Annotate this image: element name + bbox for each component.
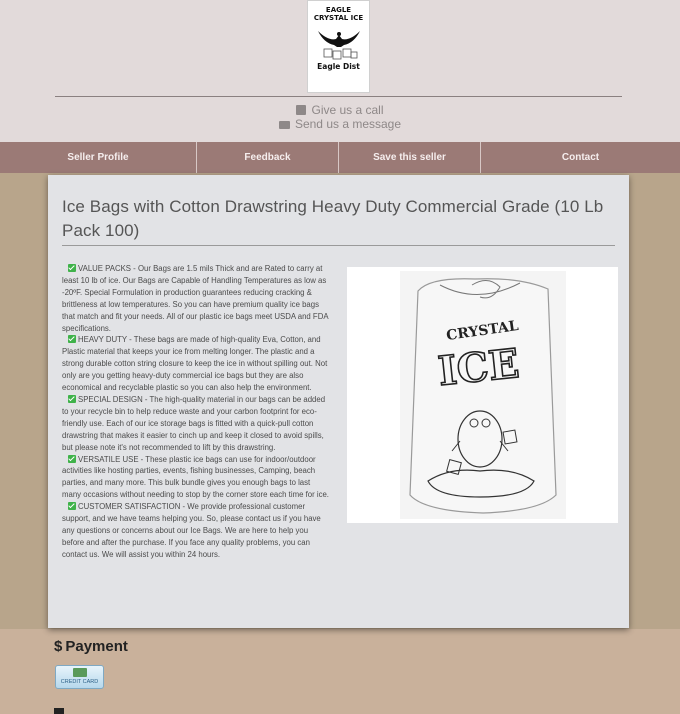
call-link[interactable]: [0, 103, 680, 117]
listing-title: Ice Bags with Cotton Drawstring Heavy Duty Commercial Grade (10 Lb Pack 100): [62, 197, 604, 240]
feature-item: [62, 501, 330, 561]
checkmark-icon: [68, 502, 76, 510]
listing-card: [48, 175, 629, 628]
nav-save-seller[interactable]: Save this seller: [339, 142, 481, 173]
store-logo[interactable]: [307, 0, 370, 93]
message-label: Send us a message: [294, 117, 402, 131]
feature-text: VALUE PACKS - Our Bags are 1.5 mils Thick and are Rated to carry at least 10 lb of ice. Our Bags are Capable of Handling Temperatures as low as -20ºF. Special Formulation in production guarantees reducing cracking & brittleness at low temperatures. So you can have premium quality ice bags that match and fit your needs. All of our plastic ice bags meet USDA and FDA specifications.: [62, 264, 329, 333]
feature-list: [62, 263, 330, 561]
feature-item: [62, 394, 330, 454]
header: [0, 0, 680, 142]
nav-seller-profile[interactable]: Seller Profile: [0, 142, 197, 173]
feature-text: SPECIAL DESIGN - The high-quality material in our bags can be added to your recycle bin to help reduce waste and your carbon footprint for eco-friendly use. Each of our ice storage bags is fitted with a quick-pull cotton drawstring that makes it easier to cinch up and keep it closed to avoid spills, but please note it's not recommended to lift by this drawstring.: [62, 394, 326, 452]
checkmark-icon: [68, 395, 76, 403]
logo-text-crystal-ice: CRYSTAL ICE: [313, 14, 364, 22]
feature-item: [62, 454, 330, 502]
payment-heading: [54, 638, 128, 655]
nav-contact[interactable]: Contact: [561, 152, 600, 163]
feature-text: HEAVY DUTY - These bags are made of high-quality Eva, Cotton, and Plastic material that keeps your ice from melting longer. The plastic and a strong durable cotton string closure to keep the ice in without spilling out. Not only are you getting heavy-duty commercial ice bags but they are also economical and recyclable plastic so you can also help the environment.: [62, 335, 328, 393]
dollar-icon: $: [54, 638, 63, 655]
credit-card-icon: [73, 668, 87, 677]
credit-card-label: CREDIT CARD: [60, 679, 99, 685]
feature-text: VERSATILE USE - These plastic ice bags can use for indoor/outdoor activities like hosting parties, events, fishing businesses, Camping, beach parties, and many more. This bulk bundle gives you enough bags to last many occasions without needing to stop by the corner store each time for ice.: [62, 454, 329, 500]
phone-icon: [296, 105, 306, 115]
checkmark-icon: [68, 335, 76, 343]
logo-text-eagle: EAGLE: [325, 6, 352, 14]
feature-item: [62, 263, 330, 334]
checkmark-icon: [68, 264, 76, 272]
nav-feedback[interactable]: Feedback: [197, 142, 339, 173]
credit-card-badge: [55, 665, 104, 689]
product-image[interactable]: [347, 267, 618, 523]
header-divider: [55, 96, 622, 97]
bag-text-crystal: CRYSTAL: [445, 318, 520, 345]
payment-title-text: Payment: [65, 638, 128, 655]
product-image-frame: [400, 271, 566, 519]
bag-text-ice: ICE: [435, 339, 522, 396]
ice-bag-illustration: [400, 271, 566, 519]
checkmark-icon: [68, 455, 76, 463]
feature-item: [62, 334, 330, 394]
seller-nav: [0, 142, 680, 173]
message-link[interactable]: [0, 117, 680, 131]
next-section-icon: [54, 708, 64, 714]
call-label: Give us a call: [311, 103, 384, 117]
feature-text: CUSTOMER SATISFACTION - We provide professional customer support, and we have teams helping you. So, please contact us if you have any questions or concerns about our Ice Bags. We are here to help you before and after the purchase. If you face any quality problems, you can contact us. We will assist you within 24 hours.: [62, 502, 321, 559]
logo-text-eagle-dist: Eagle Dist: [317, 62, 360, 71]
eagle-logo-icon: [316, 25, 362, 61]
envelope-icon: [279, 121, 290, 129]
title-divider: [62, 245, 615, 246]
